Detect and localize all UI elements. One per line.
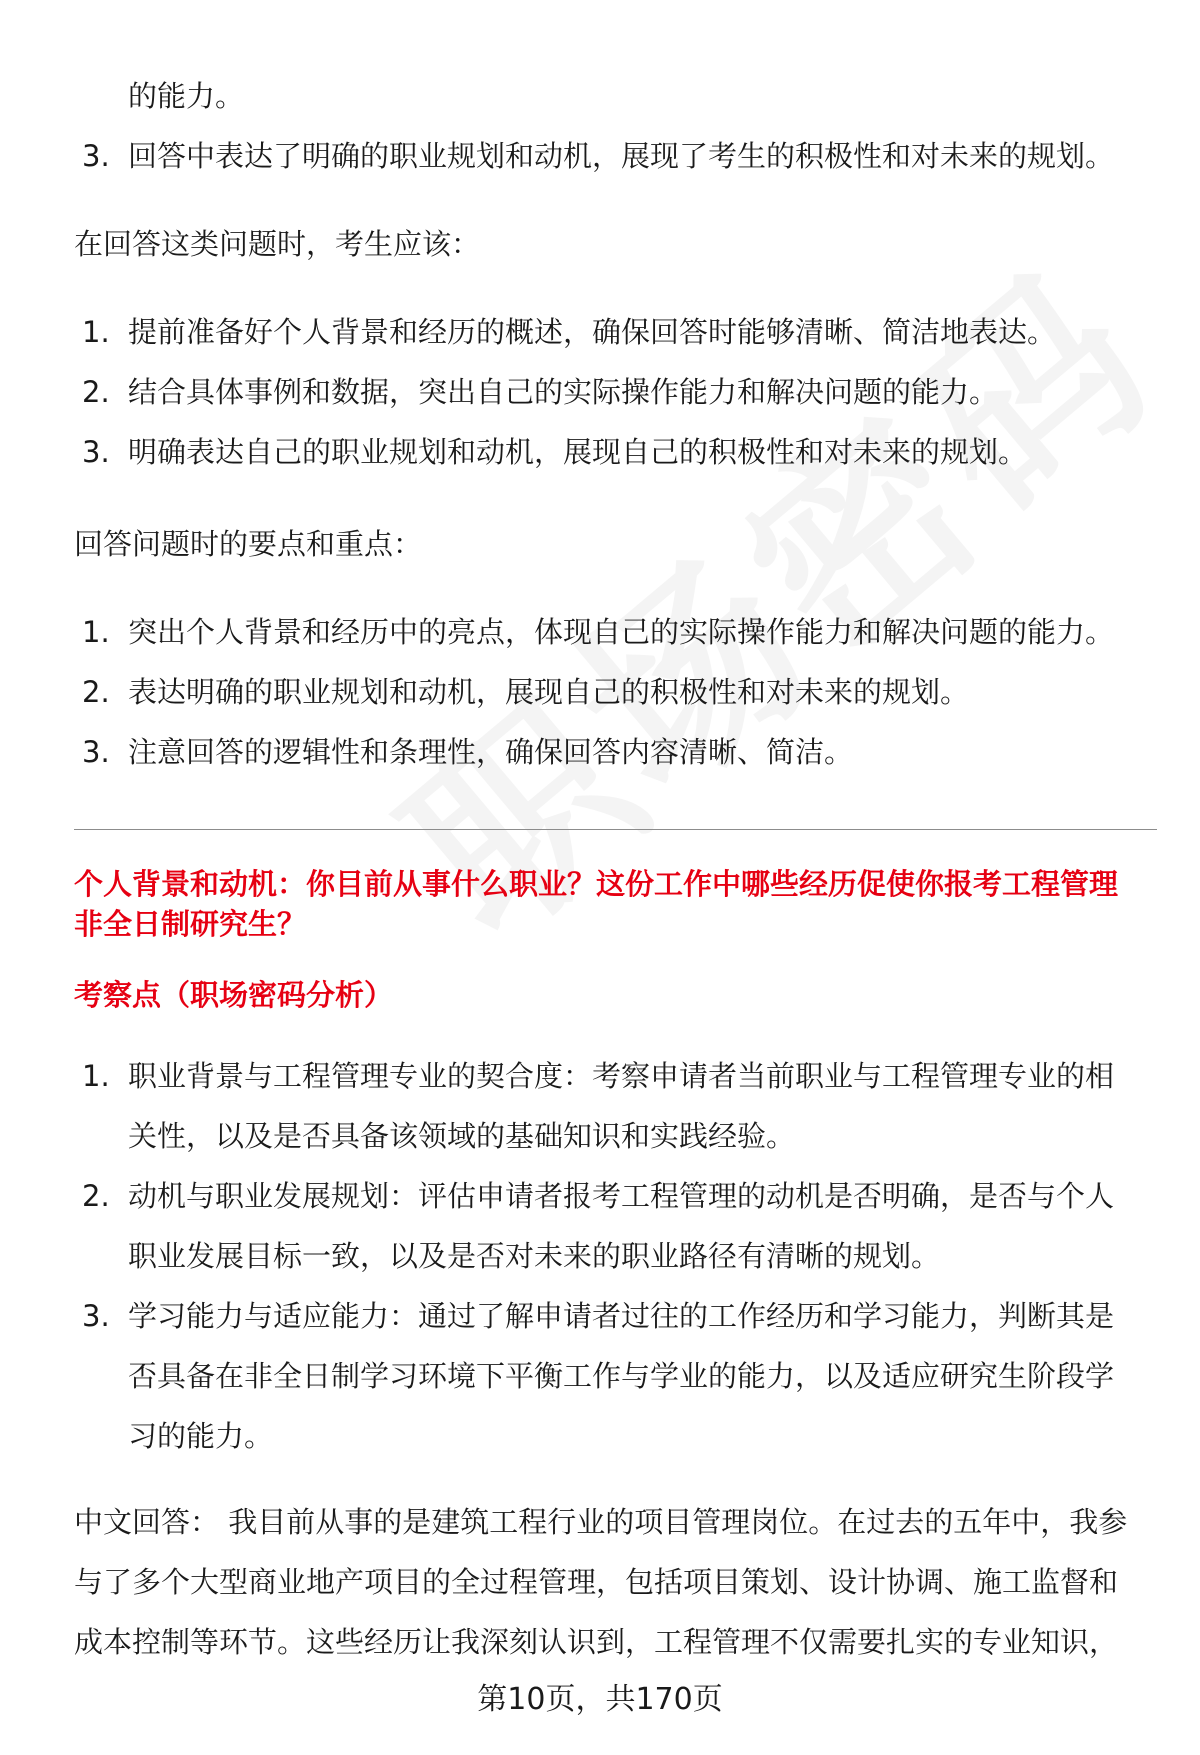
analysis-heading: 考察点（职场密码分析） xyxy=(74,978,394,1012)
list-item: 明确表达自己的职业规划和动机，展现自己的积极性和对未来的规划。 xyxy=(128,435,1028,469)
answer-paragraph-line: 成本控制等环节。这些经历让我深刻认识到，工程管理不仅需要扎实的专业知识， xyxy=(74,1625,1119,1659)
list-item-line: 否具备在非全日制学习环境下平衡工作与学业的能力，以及适应研究生阶段学 xyxy=(128,1359,1115,1393)
list-item: 突出个人背景和经历中的亮点，体现自己的实际操作能力和解决问题的能力。 xyxy=(128,615,1115,649)
list-number: 3. xyxy=(82,435,110,469)
question-title-line2: 非全日制研究生？ xyxy=(74,907,307,941)
answer-paragraph-line: 中文回答： 我目前从事的是建筑工程行业的项目管理岗位。在过去的五年中，我参 xyxy=(74,1505,1128,1539)
list-item-continuation: 的能力。 xyxy=(128,79,245,113)
section-heading-keypoints: 回答问题时的要点和重点： xyxy=(74,527,423,561)
answer-paragraph-line: 与了多个大型商业地产项目的全过程管理，包括项目策划、设计协调、施工监督和 xyxy=(74,1565,1119,1599)
list-number: 3. xyxy=(82,735,110,769)
list-number: 2. xyxy=(82,375,110,409)
list-number: 2. xyxy=(82,1179,110,1213)
page-number-footer: 第10页，共170页 xyxy=(477,1682,723,1717)
list-item: 回答中表达了明确的职业规划和动机，展现了考生的积极性和对未来的规划。 xyxy=(128,139,1115,173)
list-item: 注意回答的逻辑性和条理性，确保回答内容清晰、简洁。 xyxy=(128,735,854,769)
list-number: 3. xyxy=(82,1299,110,1333)
list-item-line: 习的能力。 xyxy=(128,1419,274,1453)
list-number: 1. xyxy=(82,615,110,649)
list-item: 表达明确的职业规划和动机，展现自己的积极性和对未来的规划。 xyxy=(128,675,970,709)
list-item-line: 关性，以及是否具备该领域的基础知识和实践经验。 xyxy=(128,1119,796,1153)
list-item-line: 职业背景与工程管理专业的契合度：考察申请者当前职业与工程管理专业的相 xyxy=(128,1059,1115,1093)
section-heading-should: 在回答这类问题时，考生应该： xyxy=(74,227,481,261)
horizontal-divider xyxy=(74,829,1157,830)
list-number: 3. xyxy=(82,139,110,173)
list-number: 1. xyxy=(82,1059,110,1093)
list-item: 提前准备好个人背景和经历的概述，确保回答时能够清晰、简洁地表达。 xyxy=(128,315,1057,349)
list-item-line: 职业发展目标一致，以及是否对未来的职业路径有清晰的规划。 xyxy=(128,1239,941,1273)
list-item-line: 学习能力与适应能力：通过了解申请者过往的工作经历和学习能力，判断其是 xyxy=(128,1299,1115,1333)
list-item-line: 动机与职业发展规划：评估申请者报考工程管理的动机是否明确，是否与个人 xyxy=(128,1179,1115,1213)
list-number: 1. xyxy=(82,315,110,349)
list-number: 2. xyxy=(82,675,110,709)
list-item: 结合具体事例和数据，突出自己的实际操作能力和解决问题的能力。 xyxy=(128,375,999,409)
question-title-line1: 个人背景和动机：你目前从事什么职业？这份工作中哪些经历促使你报考工程管理 xyxy=(74,867,1119,901)
